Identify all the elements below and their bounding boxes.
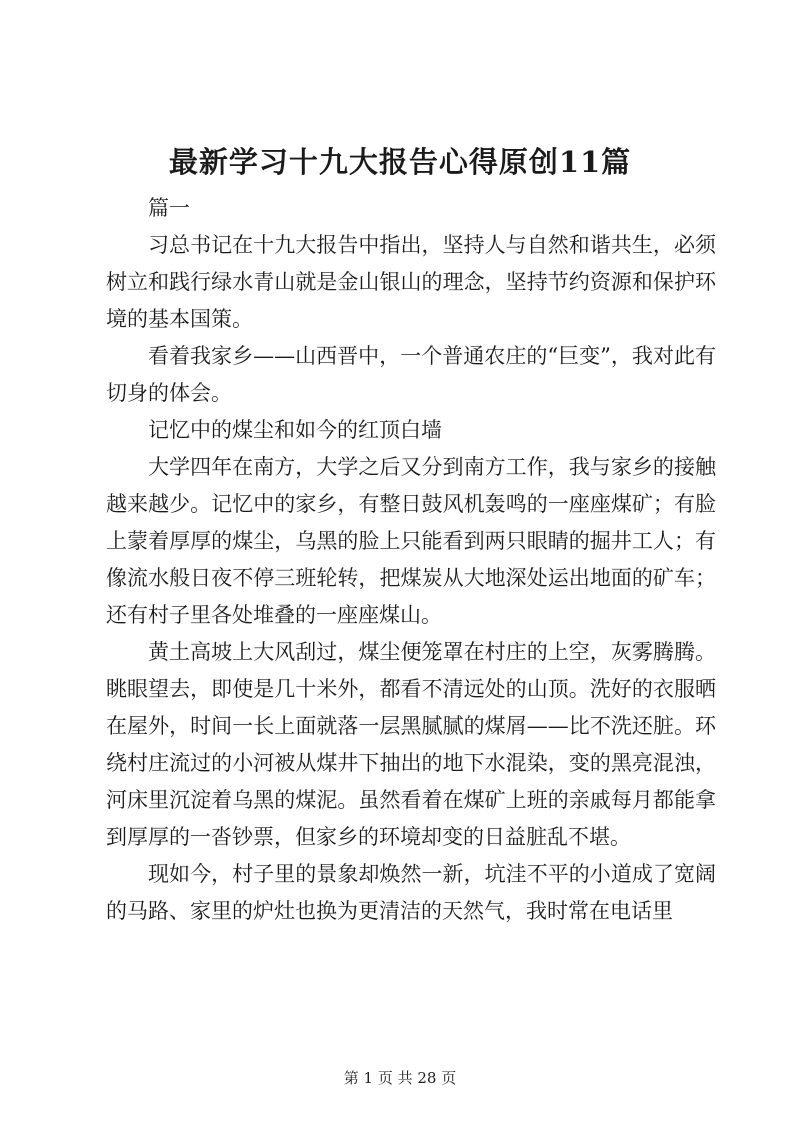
paragraph: 习总书记在十九大报告中指出，坚持人与自然和谐共生，必须树立和践行绿水青山就是金山银山的理念，坚持节约资源和保护环境的基本国策。 xyxy=(106,233,716,331)
document-title: 最新学习十九大报告心得原创11篇 xyxy=(168,145,632,179)
paragraph: 大学四年在南方，大学之后又分到南方工作，我与家乡的接触越来越少。记忆中的家乡，有整日鼓风机轰鸣的一座座煤矿；有脸上蒙着厚厚的煤尘，乌黑的脸上只能看到两只眼睛的掘井工人；有像流水般日夜不停三班轮转，把煤炭从大地深处运出地面的矿车；还有村子里各处堆叠的一座座煤山。 xyxy=(106,455,716,627)
paragraph-section-label: 篇一 xyxy=(148,196,190,220)
document-body xyxy=(106,190,716,930)
paragraph: 现如今，村子里的景象却焕然一新，坑洼不平的小道成了宽阔的马路、家里的炉灶也换为更清洁的天然气，我时常在电话里 xyxy=(106,862,716,923)
paragraph: 看着我家乡——山西晋中，一个普通农庄的“巨变”，我对此有切身的体会。 xyxy=(106,344,716,405)
paragraph-subheading: 记忆中的煤尘和如今的红顶白墙 xyxy=(148,418,442,442)
page-footer: 第 1 页 共 28 页 xyxy=(343,1069,457,1087)
paragraph: 黄土高坡上大风刮过，煤尘便笼罩在村庄的上空，灰雾腾腾。眺眼望去，即使是几十米外，都看不清远处的山顶。洗好的衣服晒在屋外，时间一长上面就落一层黑腻腻的煤屑——比不洗还脏。环绕村庄流过的小河被从煤井下抽出的地下水混染，变的黑亮混浊，河床里沉淀着乌黑的煤泥。虽然看着在煤矿上班的亲戚每月都能拿到厚厚的一沓钞票，但家乡的环境却变的日益脏乱不堪。 xyxy=(106,640,716,849)
